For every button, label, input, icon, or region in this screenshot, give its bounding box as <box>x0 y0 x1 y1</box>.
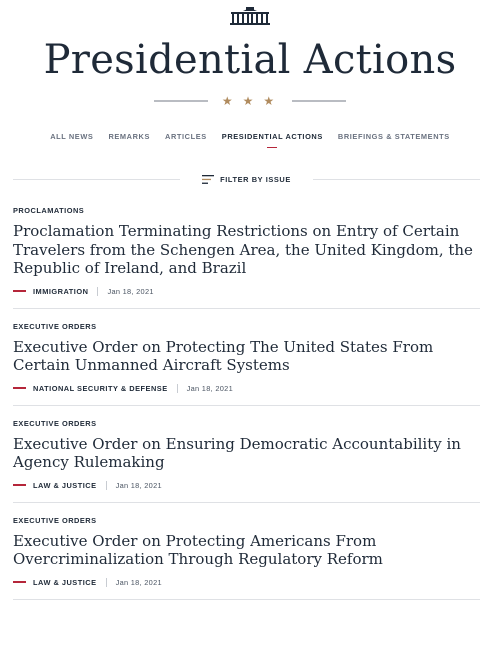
white-house-icon <box>229 6 271 26</box>
article-issue-link[interactable]: LAW & JUSTICE <box>33 480 97 490</box>
article-date: Jan 18, 2021 <box>186 383 233 393</box>
red-dash-icon <box>13 290 26 292</box>
article-date: Jan 18, 2021 <box>115 480 162 490</box>
filter-row <box>13 175 480 184</box>
title-divider <box>0 94 500 108</box>
article-item <box>13 206 480 309</box>
nav-item-articles[interactable]: ARTICLES <box>165 132 207 141</box>
article-meta <box>13 578 480 587</box>
article-category[interactable]: PROCLAMATIONS <box>13 206 85 215</box>
article-title-link[interactable]: Proclamation Terminating Restrictions on Entry of Certain Travelers from the Schengen Area, the United Kingdom, the Republic of Ireland, and Brazil <box>13 222 473 277</box>
article-date: Jan 18, 2021 <box>107 286 154 296</box>
meta-separator <box>177 384 178 393</box>
article-date: Jan 18, 2021 <box>115 577 162 587</box>
red-dash-icon <box>13 581 26 583</box>
article-issue-link[interactable]: LAW & JUSTICE <box>33 577 97 587</box>
filter-rule-left <box>13 179 180 180</box>
articles-list <box>13 206 480 600</box>
filter-rule-right <box>313 179 480 180</box>
article-issue-link[interactable]: NATIONAL SECURITY & DEFENSE <box>33 383 168 393</box>
white-house-logo[interactable] <box>0 0 500 26</box>
article-meta <box>13 481 480 490</box>
red-dash-icon <box>13 387 26 389</box>
filter-lines-icon <box>202 175 214 184</box>
article-category[interactable]: EXECUTIVE ORDERS <box>13 321 97 331</box>
meta-separator <box>106 578 107 587</box>
article-item <box>13 503 480 600</box>
article-issue-link[interactable]: IMMIGRATION <box>33 286 89 296</box>
nav-item-briefings-statements[interactable]: BRIEFINGS & STATEMENTS <box>337 132 450 141</box>
article-title-link[interactable]: Executive Order on Protecting The United States From Certain Unmanned Aircraft Systems <box>13 337 434 374</box>
filter-by-issue-button[interactable] <box>180 175 313 184</box>
divider-line-right <box>292 100 346 102</box>
nav-item-all-news[interactable]: ALL NEWS <box>50 132 94 141</box>
article-item <box>13 406 480 503</box>
article-category[interactable]: EXECUTIVE ORDERS <box>13 515 97 525</box>
article-title-link[interactable]: Executive Order on Protecting Americans From Overcriminalization Through Regulatory Reform <box>13 531 383 568</box>
article-meta <box>13 287 480 296</box>
red-dash-icon <box>13 484 26 486</box>
page-title: Presidential Actions <box>43 37 457 83</box>
article-title-link[interactable]: Executive Order on Ensuring Democratic Accountability in Agency Rulemaking <box>13 434 461 471</box>
stars-icon: ★★★ <box>221 94 285 108</box>
article-category[interactable]: EXECUTIVE ORDERS <box>13 418 97 428</box>
meta-separator <box>97 287 98 296</box>
divider-line-left <box>154 100 208 102</box>
article-meta <box>13 384 480 393</box>
nav-item-presidential-actions[interactable]: PRESIDENTIAL ACTIONS <box>221 132 323 141</box>
article-item <box>13 309 480 406</box>
meta-separator <box>106 481 107 490</box>
news-nav <box>0 132 500 141</box>
filter-label: FILTER BY ISSUE <box>220 175 291 184</box>
nav-item-remarks[interactable]: REMARKS <box>108 132 151 141</box>
